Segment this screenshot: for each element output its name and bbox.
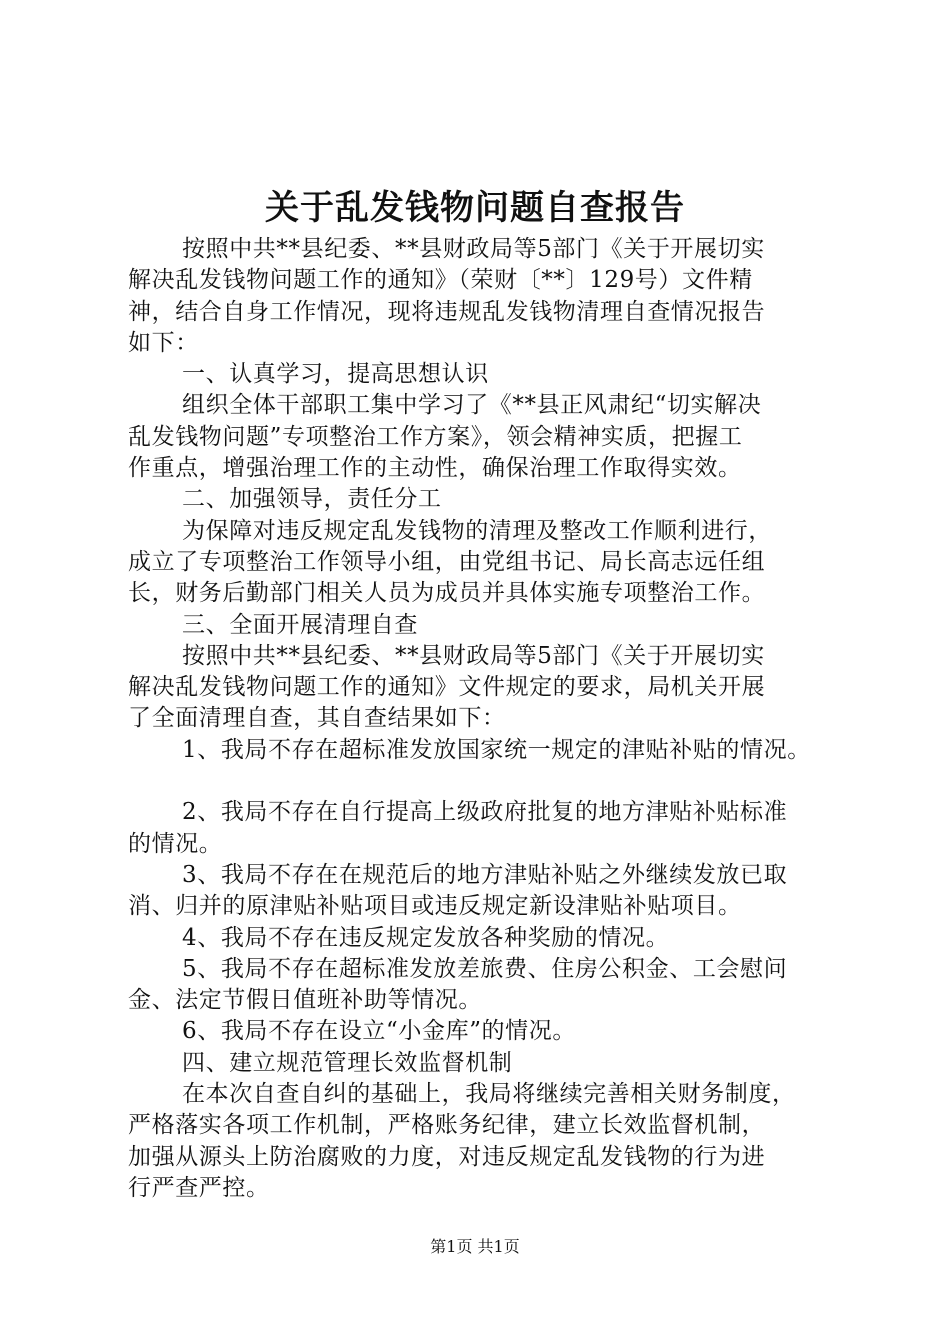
document-title: 关于乱发钱物问题自查报告 bbox=[265, 188, 685, 228]
paragraph-line: 按照中共**县纪委、**县财政局等5部门《关于开展切实 bbox=[182, 236, 765, 262]
paragraph-line: 作重点，增强治理工作的主动性，确保治理工作取得实效。 bbox=[128, 455, 742, 482]
paragraph-line: 神，结合自身工作情况，现将违规乱发钱物清理自查情况报告 bbox=[128, 298, 766, 325]
list-item-line: 5、我局不存在超标准发放差旅费、住房公积金、工会慰问 bbox=[182, 955, 788, 982]
paragraph-line: 了全面清理自查，其自查结果如下： bbox=[128, 705, 506, 732]
paragraph-line: 在本次自查自纠的基础上，我局将继续完善相关财务制度， bbox=[182, 1081, 796, 1108]
paragraph-line: 长，财务后勤部门相关人员为成员并具体实施专项整治工作。 bbox=[128, 580, 766, 607]
list-item-line: 4、我局不存在违反规定发放各种奖励的情况。 bbox=[182, 924, 670, 951]
paragraph-line: 为保障对违反规定乱发钱物的清理及整改工作顺利进行， bbox=[182, 517, 772, 544]
list-item-line: 消、归并的原津贴补贴项目或违反规定新设津贴补贴项目。 bbox=[128, 893, 742, 920]
paragraph-line: 成立了专项整治工作领导小组，由党组书记、局长高志远任组 bbox=[128, 548, 766, 575]
list-item-line: 2、我局不存在自行提高上级政府批复的地方津贴补贴标准 bbox=[182, 799, 788, 826]
section-heading: 四、建立规范管理长效监督机制 bbox=[182, 1049, 513, 1076]
paragraph-line: 加强从源头上防治腐败的力度，对违反规定乱发钱物的行为进 bbox=[128, 1143, 766, 1170]
section-heading: 二、加强领导，责任分工 bbox=[182, 486, 442, 513]
paragraph-line: 行严查严控。 bbox=[128, 1174, 270, 1201]
section-heading: 一、认真学习，提高思想认识 bbox=[182, 361, 489, 388]
list-item-line: 的情况。 bbox=[128, 830, 223, 857]
page-number-footer: 第1页 共1页 bbox=[430, 1237, 520, 1256]
paragraph-line: 解决乱发钱物问题工作的通知》（荣财〔**〕129号）文件精 bbox=[128, 267, 753, 294]
blank-line bbox=[128, 766, 844, 797]
paragraph-line: 如下： bbox=[128, 329, 199, 356]
paragraph-line: 严格落实各项工作机制，严格账务纪律，建立长效监督机制， bbox=[128, 1112, 766, 1139]
list-item-line: 6、我局不存在设立“小金库”的情况。 bbox=[182, 1018, 576, 1045]
paragraph-line: 解决乱发钱物问题工作的通知》文件规定的要求，局机关开展 bbox=[128, 674, 766, 701]
paragraph-line: 组织全体干部职工集中学习了《**县正风肃纪“切实解决 bbox=[182, 392, 762, 419]
list-item-line: 1、我局不存在超标准发放国家统一规定的津贴补贴的情况。 bbox=[182, 736, 811, 763]
document-body bbox=[128, 234, 844, 1204]
list-item-line: 金、法定节假日值班补助等情况。 bbox=[128, 987, 482, 1014]
list-item-line: 3、我局不存在在规范后的地方津贴补贴之外继续发放已取 bbox=[182, 861, 788, 888]
paragraph-line: 乱发钱物问题”专项整治工作方案》，领会精神实质，把握工 bbox=[128, 423, 743, 450]
section-heading: 三、全面开展清理自查 bbox=[182, 611, 418, 638]
paragraph-line: 按照中共**县纪委、**县财政局等5部门《关于开展切实 bbox=[182, 642, 765, 669]
